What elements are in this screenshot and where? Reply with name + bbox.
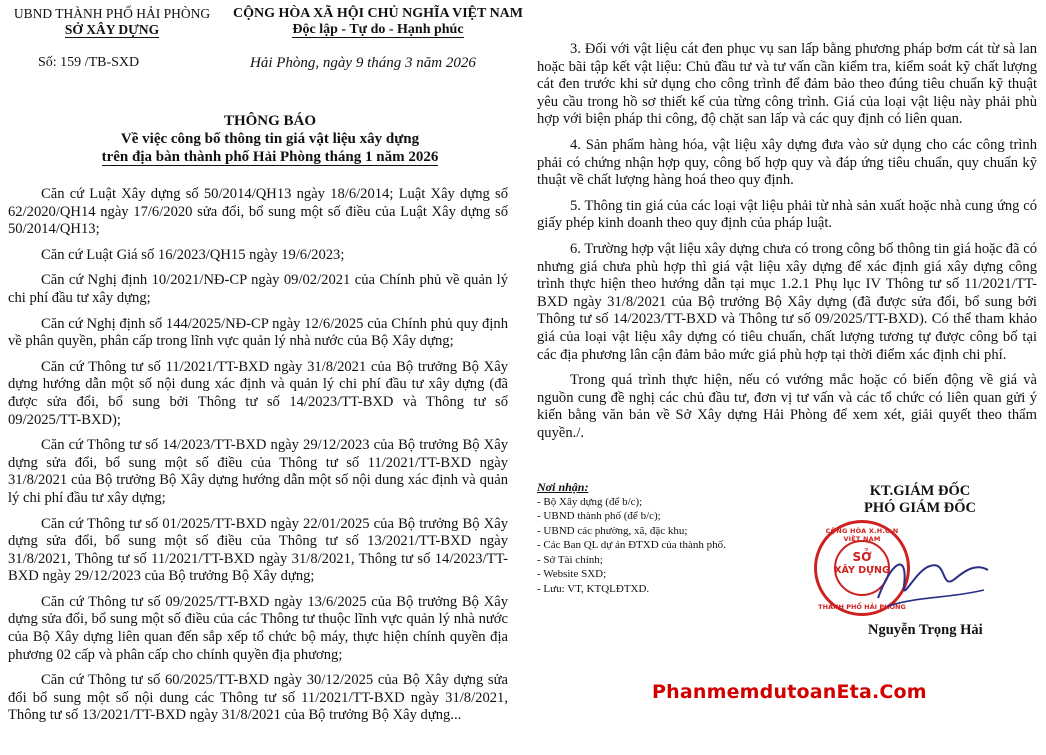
paragraph: Căn cứ Luật Giá số 16/2023/QH15 ngày 19/6/2023;	[41, 246, 345, 263]
seal-outer-text: CỘNG HÒA X.H.C.N VIỆT NAM	[825, 527, 899, 543]
national-motto: Độc lập - Tự do - Hạnh phúc	[292, 22, 464, 37]
legal-bases	[8, 186, 508, 733]
paragraph: 5. Thông tin giá của các loại vật liệu phải từ nhà sản xuất hoặc nhà cung ứng có giấy phép kinh doanh theo quy định của pháp luật.	[537, 197, 1037, 232]
recipients-list	[537, 480, 777, 596]
paragraph: 3. Đối với vật liệu cát đen phục vụ san lấp bằng phương pháp bơm cát từ sà lan hoặc bãi tập kết vật liệu: Chủ đầu tư và tư vấn cần kiểm tra, kiểm soát kỹ chất lượng cát đen trước khi sử dụng cho công trình để đảm bảo theo đúng tiêu chuẩn kỹ thuật yêu cầu trong hồ sơ thiết kế của từng công trình. Giá của loại vật liệu này phải phù hợp với biện pháp thi công, độ chặt san lấp và các quy định có liên quan.	[537, 41, 1037, 128]
recipient-item: - Website SXD;	[537, 568, 607, 580]
title-main: THÔNG BÁO	[223, 113, 317, 129]
seal-center-text: XÂY DỰNG	[834, 565, 890, 576]
notice-provisions	[537, 41, 1037, 450]
signer-name: Nguyễn Trọng Hải	[868, 622, 983, 638]
national-title: CỘNG HÒA XÃ HỘI CHỦ NGHĨA VIỆT NAM	[232, 6, 523, 21]
signer-authority: KT.GIÁM ĐỐC	[869, 483, 971, 499]
org-parent: UBND THÀNH PHỐ HẢI PHÒNG	[13, 6, 211, 21]
paragraph: Căn cứ Thông tư số 11/2021/TT-BXD ngày 31/8/2021 của Bộ trưởng Bộ Xây dựng hướng dẫn một số nội dung xác định và quản lý chi phí đầu tư xây dựng (đã được sửa đổi, bổ sung bởi Thông tư số 14/2023/TT-BXD và Thông tư số 09/2025/TT-BXD);	[8, 358, 508, 428]
document-number: Số: 159 /TB-SXD	[38, 55, 140, 70]
recipient-item: - Lưu: VT, KTQLĐTXD.	[537, 582, 650, 595]
recipient-item: - Sở Tài chính;	[537, 553, 603, 566]
document-date: Hải Phòng, ngày 9 tháng 3 năm 2026	[250, 55, 476, 71]
paragraph: Căn cứ Thông tư số 01/2025/TT-BXD ngày 22/01/2025 của Bộ trưởng Bộ Xây dựng sửa đổi, bổ sung một số điều của Thông tư số 13/2021/TT-BXD ngày 31/8/2021, Thông tư số 11/2021/TT-BXD ngày 31/8/2021, Thông tư số 14/2023/TT-BXD ngày 29/12/2023 của Bộ trưởng Bộ Xây dựng;	[8, 515, 508, 585]
paragraph: 4. Sản phẩm hàng hóa, vật liệu xây dựng đưa vào sử dụng cho các công trình phải có chứng nhận hợp quy, công bố hợp quy và đáp ứng tiêu chuẩn, quy chuẩn kỹ thuật về chất lượng hàng hoá theo quy định.	[537, 136, 1037, 189]
signer-position: PHÓ GIÁM ĐỐC	[864, 500, 976, 516]
recipients-title: Nơi nhận:	[537, 480, 589, 494]
paragraph: 6. Trường hợp vật liệu xây dựng chưa có trong công bố thông tin giá hoặc đã có nhưng giá chưa phù hợp thì giá vật liệu xây dựng để xác định giá xây dựng công trình thực hiện theo hướng dẫn tại mục 1.2.1 Phụ lục IV Thông tư số 11/2021/TT-BXD ngày 31/8/2021 của Bộ trưởng Bộ Xây dựng (đã được sửa đổi, bổ sung bởi Thông tư số 14/2023/TT-BXD và Thông tư số 09/2025/TT-BXD). Có thể tham khảo giá của loại vật liệu xây dựng có tiêu chuẩn, chất lượng tương tự được công bố tại các địa phương lân cận đảm bảo mức giá phù hợp tại thời điểm xác định chi phí.	[537, 240, 1037, 363]
seal-bottom-text: THÀNH PHỐ HẢI PHÒNG	[818, 603, 906, 611]
paragraph: Căn cứ Nghị định số 144/2025/NĐ-CP ngày 12/6/2025 của Chính phủ quy định về phân quyền, phân cấp trong lĩnh vực quản lý nhà nước của Bộ Xây dựng;	[8, 315, 508, 350]
paragraph: Căn cứ Nghị định 10/2021/NĐ-CP ngày 09/02/2021 của Chính phủ về quản lý chi phí đầu tư xây dựng;	[8, 272, 508, 306]
title-scope: trên địa bàn thành phố Hải Phòng tháng 1 năm 2026	[101, 149, 439, 165]
paragraph: Căn cứ Thông tư số 14/2023/TT-BXD ngày 29/12/2023 của Bộ trưởng Bộ Xây dựng sửa đổi, bổ sung một số điều của Thông tư số 11/2021/TT-BXD ngày 31/8/2021 của Bộ trưởng Bộ Xây dựng hướng dẫn một số nội dung xác định và quản lý chi phí đầu tư xây dựng;	[8, 437, 508, 506]
org-name: SỞ XÂY DỰNG	[64, 22, 160, 37]
recipient-item: - Các Ban QL dự án ĐTXD của thành phố.	[537, 539, 726, 551]
recipient-item: - UBND thành phố (để b/c);	[537, 510, 661, 522]
seal-center-text: SỞ	[852, 550, 872, 564]
signature-titles	[820, 483, 1020, 517]
document-title	[40, 112, 500, 166]
recipient-item: - UBND các phường, xã, đặc khu;	[537, 524, 688, 537]
paragraph: Căn cứ Thông tư số 09/2025/TT-BXD ngày 13/6/2025 của Bộ trưởng Bộ Xây dựng sửa đổi, bổ sung một số điều của các Thông tư thuộc lĩnh vực quản lý nhà nước của Bộ Xây dựng liên quan đến sắp xếp tổ chức bộ máy, thực hiện chính quyền địa phương 02 cấp và phân cấp cho chính quyền địa phương;	[8, 593, 508, 663]
paragraph: Căn cứ Thông tư số 60/2025/TT-BXD ngày 30/12/2025 của Bộ Xây dựng sửa đổi bổ sung một số nội dung các Thông tư số 11/2021/TT-BXD ngày 31/8/2021, Thông tư số 13/2021/TT-BXD ngày 31/8/2021 của Bộ trưởng Bộ Xây dựng...	[8, 672, 508, 724]
handwritten-signature-icon	[860, 540, 1000, 620]
paragraph: Căn cứ Luật Xây dựng số 50/2014/QH13 ngày 18/6/2014; Luật Xây dựng số 62/2020/QH14 ngày 17/6/2020 sửa đổi, bổ sung một số điều của Luật Xây dựng số 50/2014/QH13;	[8, 186, 508, 238]
title-subject: Về việc công bố thông tin giá vật liệu xây dựng	[120, 131, 420, 147]
paragraph: Trong quá trình thực hiện, nếu có vướng mắc hoặc có biến động về giá và nguồn cung đề nghị các chủ đầu tư, đơn vị tư vấn và các tổ chức có liên quan gửi ý kiến bằng văn bản về Sở Xây dựng Hải Phòng để xem xét, giải quyết theo thẩm quyền./.	[537, 372, 1037, 441]
issuing-organization	[12, 6, 212, 38]
recipient-item: - Bộ Xây dựng (để b/c);	[537, 495, 643, 508]
site-watermark: PhanmemdutoanEta.Com	[652, 681, 927, 703]
